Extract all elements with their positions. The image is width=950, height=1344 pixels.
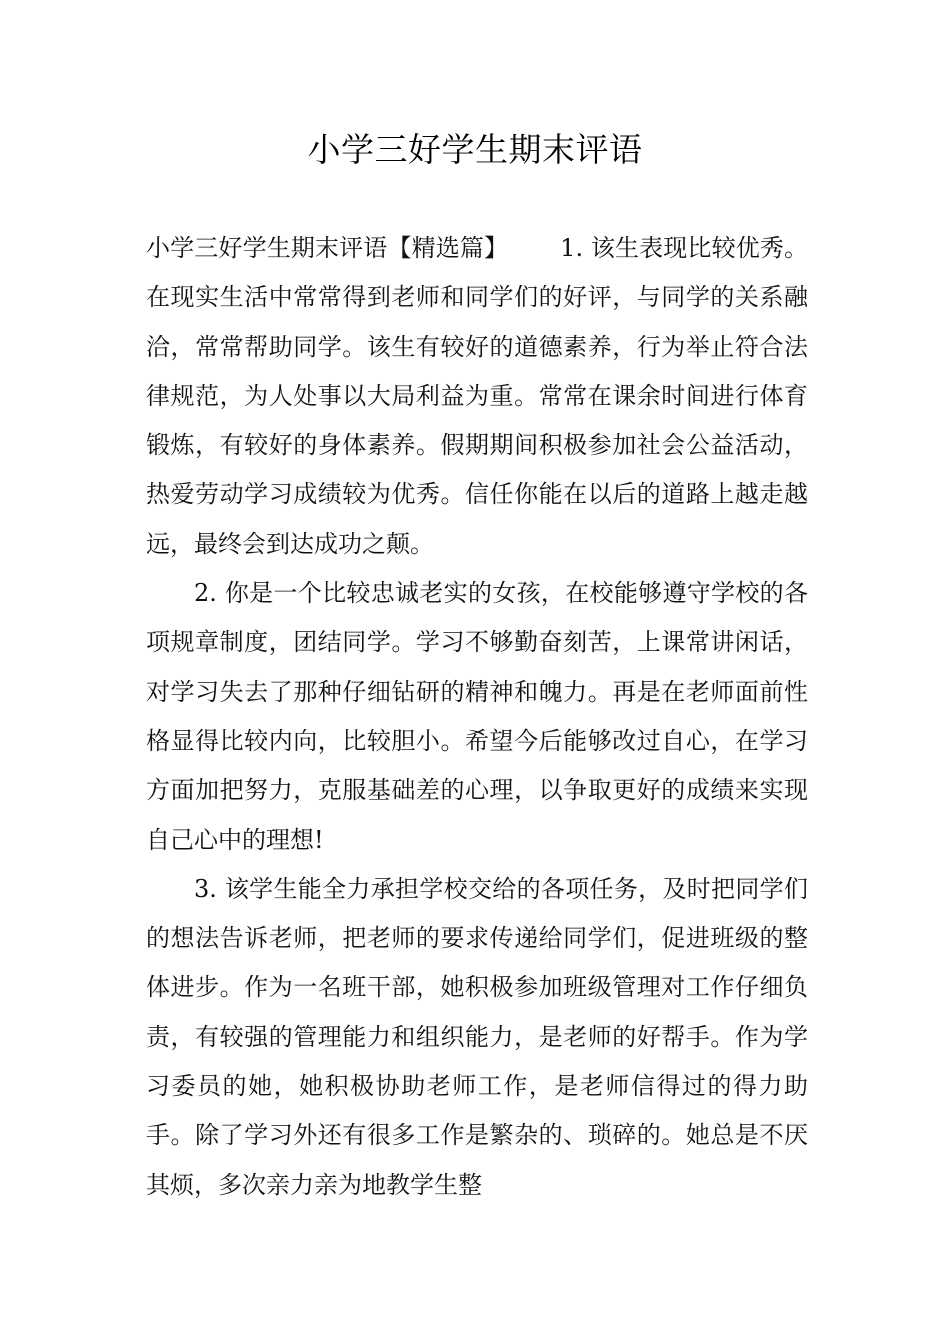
page-title: 小学三好学生期末评语 bbox=[307, 130, 643, 169]
paragraph-1-text: 1. 该生表现比较优秀。在现实生活中常常得到老师和同学们的好评，与同学的关系融洽，常常帮助同学。该生有较好的道德素养，行为举止符合法律规范，为人处事以大局利益为重。常常在课余时间进行体育锻炼，有较好的身体素养。假期期间积极参加社会公益活动，热爱劳动学习成绩较为优秀。信任你能在以后的道路上越走越远，最终会到达成功之颠。 bbox=[146, 234, 808, 558]
intro-heading: 小学三好学生期末评语【精选篇】 bbox=[146, 234, 509, 262]
document-body bbox=[146, 224, 808, 1210]
paragraph-1 bbox=[146, 224, 808, 569]
paragraph-2: 2. 你是一个比较忠诚老实的女孩，在校能够遵守学校的各项规章制度，团结同学。学习不够勤奋刻苦，上课常讲闲话，对学习失去了那种仔细钻研的精神和魄力。再是在老师面前性格显得比较内向，比较胆小。希望今后能够改过自心，在学习方面加把努力，克服基础差的心理，以争取更好的成绩来实现自己心中的理想! bbox=[146, 579, 808, 854]
paragraph-3: 3. 该学生能全力承担学校交给的各项任务，及时把同学们的想法告诉老师，把老师的要求传递给同学们，促进班级的整体进步。作为一名班干部，她积极参加班级管理对工作仔细负责，有较强的管理能力和组织能力，是老师的好帮手。作为学习委员的她，她积极协助老师工作，是老师信得过的得力助手。除了学习外还有很多工作是繁杂的、琐碎的。她总是不厌其烦，多次亲力亲为地教学生整 bbox=[146, 874, 808, 1199]
